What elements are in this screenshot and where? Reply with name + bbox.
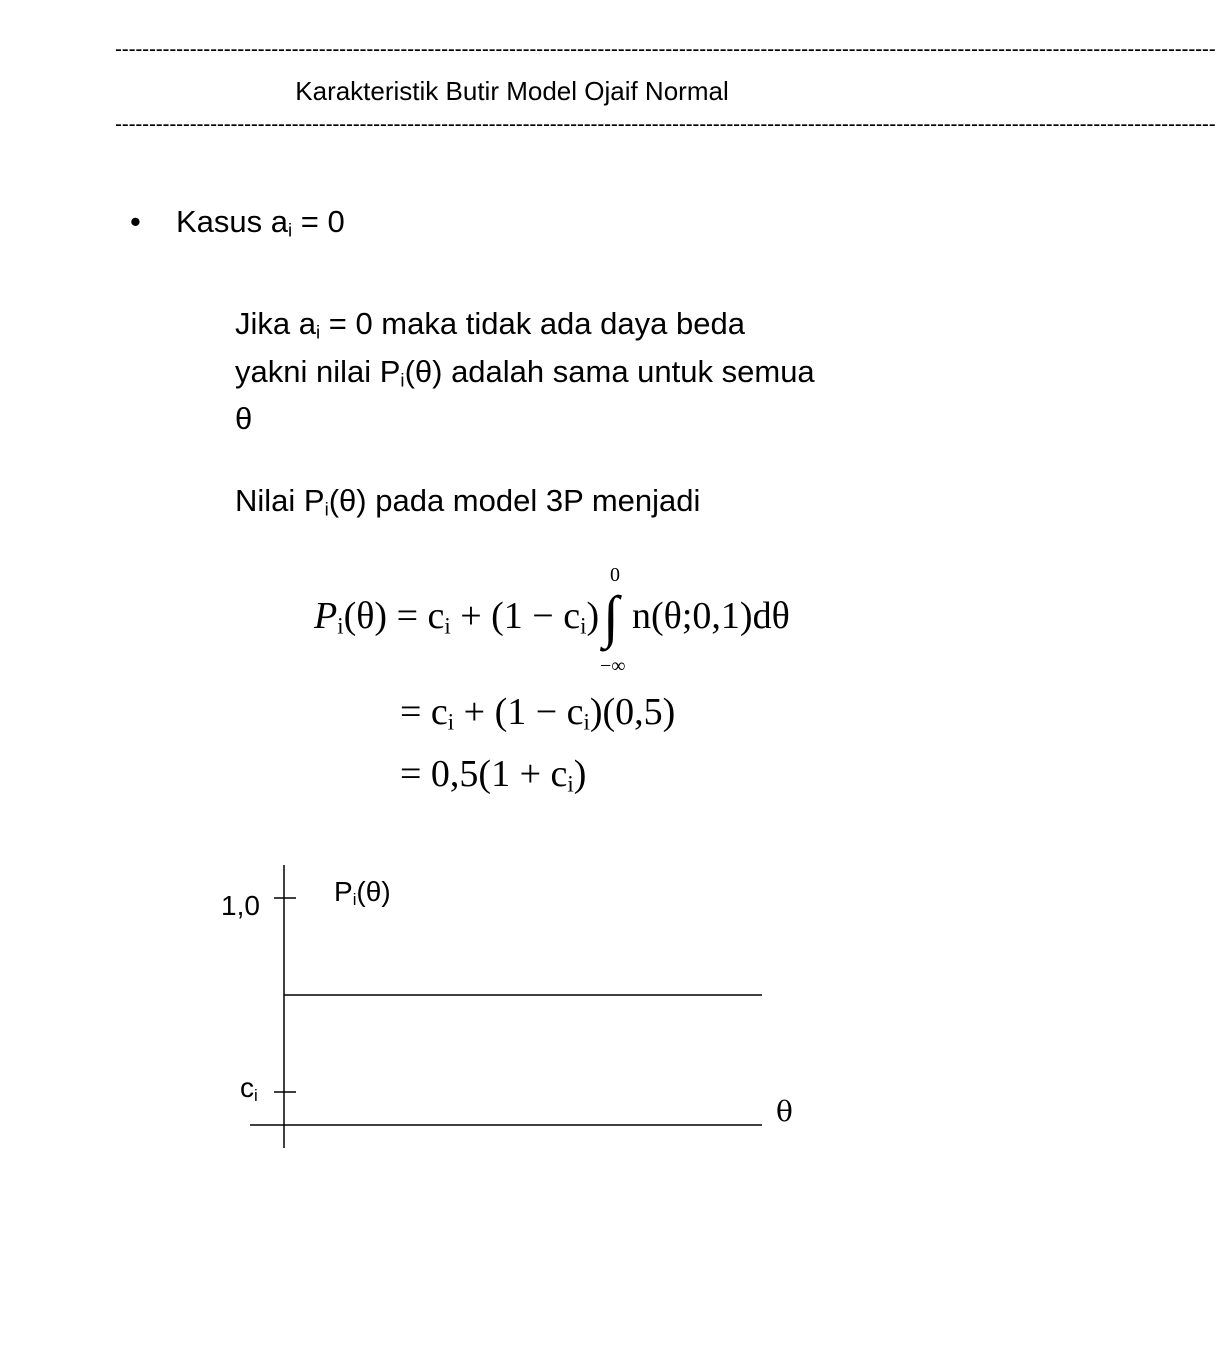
header-rule-top: ------------------------------------------------------------------------------------------------------------------------------------------------------------------: [115, 38, 1216, 61]
equation-line-3: = $0,5(1 + c_i)$: [400, 753, 587, 797]
integral-sign: ∫: [603, 584, 619, 649]
x-axis-label: θ: [776, 1095, 793, 1128]
integrand: n(θ;0,1)dθ: [632, 595, 790, 637]
paragraph-model-3p: Nilai $P_i(\theta)$ pada model 3P menjadi: [235, 483, 701, 520]
equation-line-1: $P_i(\theta) = c_i + (1 - c_i)$: [314, 595, 600, 639]
curve-label: $P_i(\theta)$: [334, 876, 391, 910]
integral-lower-limit: −∞: [600, 655, 626, 677]
bullet-kasus: • Kasus $a_i = 0$: [130, 204, 345, 241]
integral-upper-limit: 0: [610, 564, 620, 586]
paragraph-daya-beda: Jika $a_i = 0$ maka tidak ada daya beda yakni nilai $P_i(\theta)$ adalah sama untuk semua θ: [235, 306, 815, 437]
equation-line-2: = $c_i + (1 - c_i)(0,5)$: [400, 691, 676, 735]
y-tick-label-low: $c_i$: [240, 1072, 258, 1106]
header-rule-bottom: ------------------------------------------------------------------------------------------------------------------------------------------------------------------: [115, 113, 1216, 136]
y-tick-label-top: 1,0: [221, 890, 260, 921]
page-title: Karakteristik Butir Model Ojaif Normal: [295, 76, 729, 106]
bullet-icon: •: [130, 204, 141, 239]
